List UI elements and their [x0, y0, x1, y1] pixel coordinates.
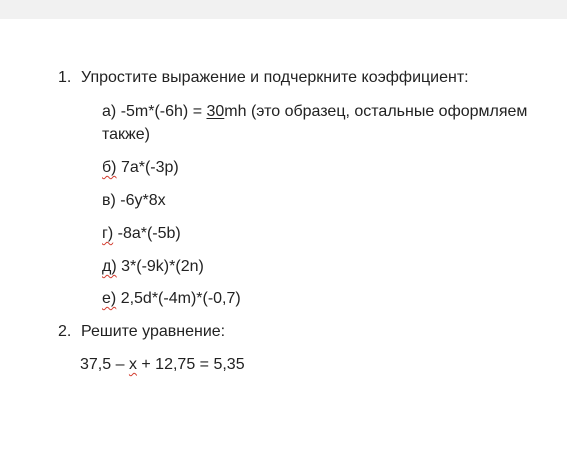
equation-after: + 12,75 = 5,35	[136, 356, 245, 373]
item-b-expr: 7a*(-3p)	[120, 159, 179, 176]
task1-number: 1.	[58, 69, 72, 86]
task1-title: Упростите выражение и подчеркните коэффициент:	[81, 69, 469, 86]
item-g-label: г)	[102, 225, 114, 242]
item-a-continuation: также)	[102, 126, 150, 143]
item-d-label: д)	[102, 258, 117, 275]
item-v-expr: -6y*8x	[120, 192, 166, 209]
item-v-label: в)	[102, 192, 116, 209]
item-a-coefficient: 30	[206, 103, 225, 120]
item-a-label: а)	[102, 103, 117, 120]
item-b-label: б)	[102, 159, 117, 176]
item-e-expr: 2,5d*(-4m)*(-0,7)	[120, 290, 241, 307]
item-e-label: е)	[102, 290, 117, 307]
item-a-expr: -5m*(-6h) =	[120, 103, 207, 120]
equation-before: 37,5 –	[80, 356, 129, 373]
item-g	[102, 224, 181, 244]
item-e	[102, 289, 241, 309]
item-a	[102, 102, 527, 122]
item-v	[102, 191, 166, 211]
task2-title: Решите уравнение:	[81, 323, 226, 340]
task2-number: 2.	[58, 323, 72, 340]
item-b	[102, 158, 179, 178]
item-d-expr: 3*(-9k)*(2n)	[121, 258, 204, 275]
equation-variable: x	[128, 356, 137, 373]
item-g-expr: -8a*(-5b)	[117, 225, 181, 242]
item-d	[102, 257, 204, 277]
equation	[80, 355, 245, 375]
item-a-rest: mh (это образец, остальные оформляем	[224, 103, 528, 120]
top-strip	[0, 0, 567, 19]
